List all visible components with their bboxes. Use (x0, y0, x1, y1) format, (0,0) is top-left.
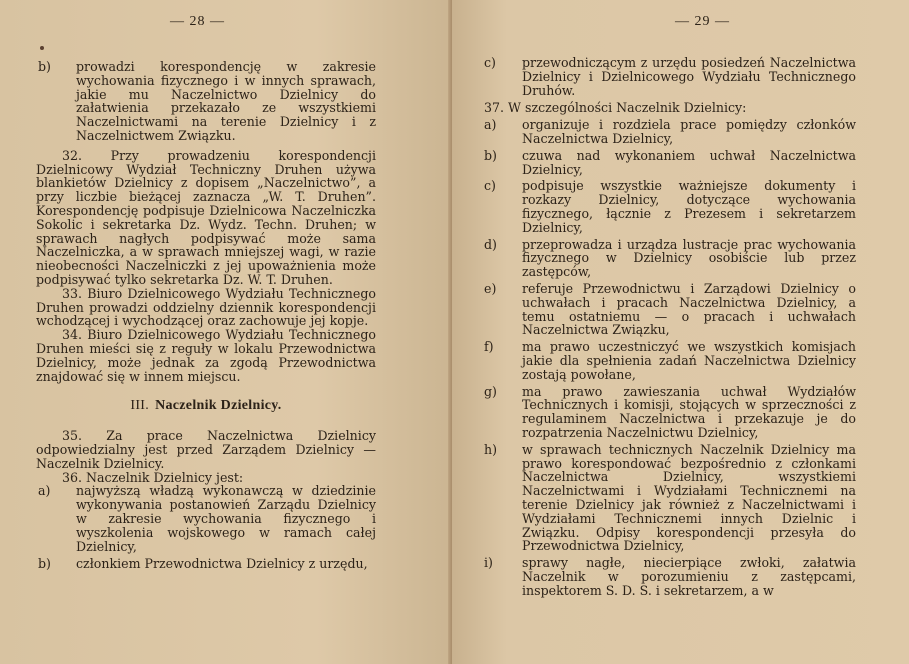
item-text: członkiem Przewodnictwa Dzielnicy z urzędu, (76, 556, 368, 572)
item-label: h) (484, 441, 498, 457)
item-label: e) (484, 280, 497, 296)
item-label: b) (38, 556, 51, 572)
list-item (482, 238, 856, 279)
item-label: b) (38, 59, 51, 74)
item-text: czuwa nad wykonaniem uchwał Naczelnictwa Dzielnicy, (522, 147, 856, 177)
paragraph: 33. Biuro Dzielnicowego Wydziału Technicznego Druhen prowadzi oddzielny dziennik korespondencji wchodzącej i wychodzącej oraz zachowuje jej kopje. (36, 285, 376, 329)
item-text: najwyższą władzą wykonawczą w dziedzinie wykonywania postanowień Zarządu Dzielnicy w zakresie wychowania fizycznego i wyszkolenia wojskowego w ramach całej Dzielnicy, (76, 483, 376, 554)
list-item (482, 149, 856, 177)
item-label: c) (484, 178, 496, 194)
page-number: — 28 — (170, 14, 225, 29)
list-item (482, 443, 856, 553)
right-page (452, 0, 909, 664)
page-number: — 29 — (675, 14, 730, 29)
item-text: organizuje i rozdziela prace pomiędzy członków Naczelnictwa Dzielnicy, (522, 117, 856, 146)
list-item (36, 557, 376, 571)
item-text: podpisuje wszystkie ważniejsze dokumenty i rozkazy Dzielnicy, dotyczące wychowania fizycznego, łącznie z Prezesem i sekretarzem Dzielnicy, (522, 178, 856, 235)
item-label: d) (484, 236, 497, 252)
item-text: ma prawo uczestniczyć we wszystkich komisjach jakie dla spełnienia zadań Naczelnictwa Dzielnicy zostają powołane, (522, 339, 856, 382)
list-item (482, 179, 856, 234)
list-item (482, 340, 856, 381)
item-label: f) (484, 339, 494, 355)
item-label: a) (38, 483, 51, 499)
left-text-column (36, 60, 376, 571)
item-text: sprawy nagłe, niecierpiące zwłoki, załatwia Naczelnik w porozumieniu z zastępcami, inspektorem S. D. S. i sekretarzem, a w (522, 555, 856, 598)
paragraph: 35. Za prace Naczelnictwa Dzielnicy odpowiedzialny jest przed Zarządem Dzielnicy — Naczelnik Dzielnicy. (36, 428, 376, 471)
item-label: g) (484, 383, 497, 399)
item-label: i) (484, 555, 493, 571)
paragraph: 37. W szczególności Naczelnik Dzielnicy: (484, 100, 747, 116)
left-page (0, 0, 452, 664)
item-text: przeprowadza i urządza lustracje prac wychowania fizycznego w Dzielnicy osobiście lub przez zastępców, (522, 236, 856, 280)
paragraph: 36. Naczelnik Dzielnicy jest: (62, 469, 244, 485)
heading-title: Naczelnik Dzielnicy. (155, 398, 282, 414)
item-text: w sprawach technicznych Naczelnik Dzielnicy ma prawo korespondować bezpośrednio z członkami Naczelnictwa Dzielnicy, wszystkiemi Naczelnictwami i Wydziałami Technicznemi na terenie Dzielnicy jak również z Naczelnictwami i Wydziałami Technicznemi innych Dzielnic i Związku. Odpisy korespondencji przesyła do Przewodnictwa Dzielnicy, (522, 441, 856, 554)
list-item (482, 385, 856, 440)
item-label: c) (484, 55, 496, 70)
item-text: prowadzi korespondencję w zakresie wychowania fizycznego i w innych sprawach, jakie mu Naczelnictwo Dzielnicy do załatwienia przekazało ze wszystkiemi Naczelnictwami na terenie Dzielnicy i z Naczelnictwem Związku. (76, 59, 376, 143)
heading-numeral: III. (130, 398, 150, 414)
right-text-column (482, 56, 856, 597)
list-item (482, 556, 856, 597)
list-item (36, 484, 376, 553)
list-item (482, 118, 856, 146)
item-label: b) (484, 147, 497, 163)
paragraph: 32. Przy prowadzeniu korespondencji Dzielnicowy Wydział Techniczny Druhen używa blankietów Dzielnicy z dopisem „Naczelnictwo”, a przy liczbie bieżącej zaznacza „W. T. Druhen”. Korespondencję podpisuje Dzielnicowa Naczelniczka Sokolic i sekretarka Dz. Wydz. Techn. Druhen; w sprawach nagłych podpisywać może sama Naczelniczka, a w sprawach mniejszej wagi, w razie nieobecności Naczelniczki z jej upoważnienia może podpisywać tylko sekretarka Dz. W. T. Druhen. (36, 147, 376, 287)
list-item (482, 56, 856, 97)
paragraph: 34. Biuro Dzielnicowego Wydziału Technicznego Druhen mieści się z reguły w lokalu Przewodnictwa Dzielnicy, może jednak za zgodą Przewodnictwa znajdować się w innem miejscu. (36, 327, 376, 384)
item-label: a) (484, 117, 497, 133)
section-heading (36, 399, 376, 413)
item-text: referuje Przewodnictwu i Zarządowi Dzielnicy o uchwałach i pracach Naczelnictwa Dzielnicy, a temu ostatniemu — o pracach i uchwałach Naczelnictwa Związku, (522, 280, 856, 338)
item-text: przewodniczącym z urzędu posiedzeń Naczelnictwa Dzielnicy i Dzielnicowego Wydziału Technicznego Druhów. (522, 55, 856, 98)
item-text: ma prawo zawieszania uchwał Wydziałów Technicznych i komisji, stojących w sprzeczności z regulaminem Naczelnictwa i przekazuje je do rozpatrzenia Naczelnictwu Dzielnicy, (522, 383, 856, 440)
ink-dot (40, 46, 44, 50)
list-item (36, 60, 376, 143)
list-item (482, 282, 856, 337)
